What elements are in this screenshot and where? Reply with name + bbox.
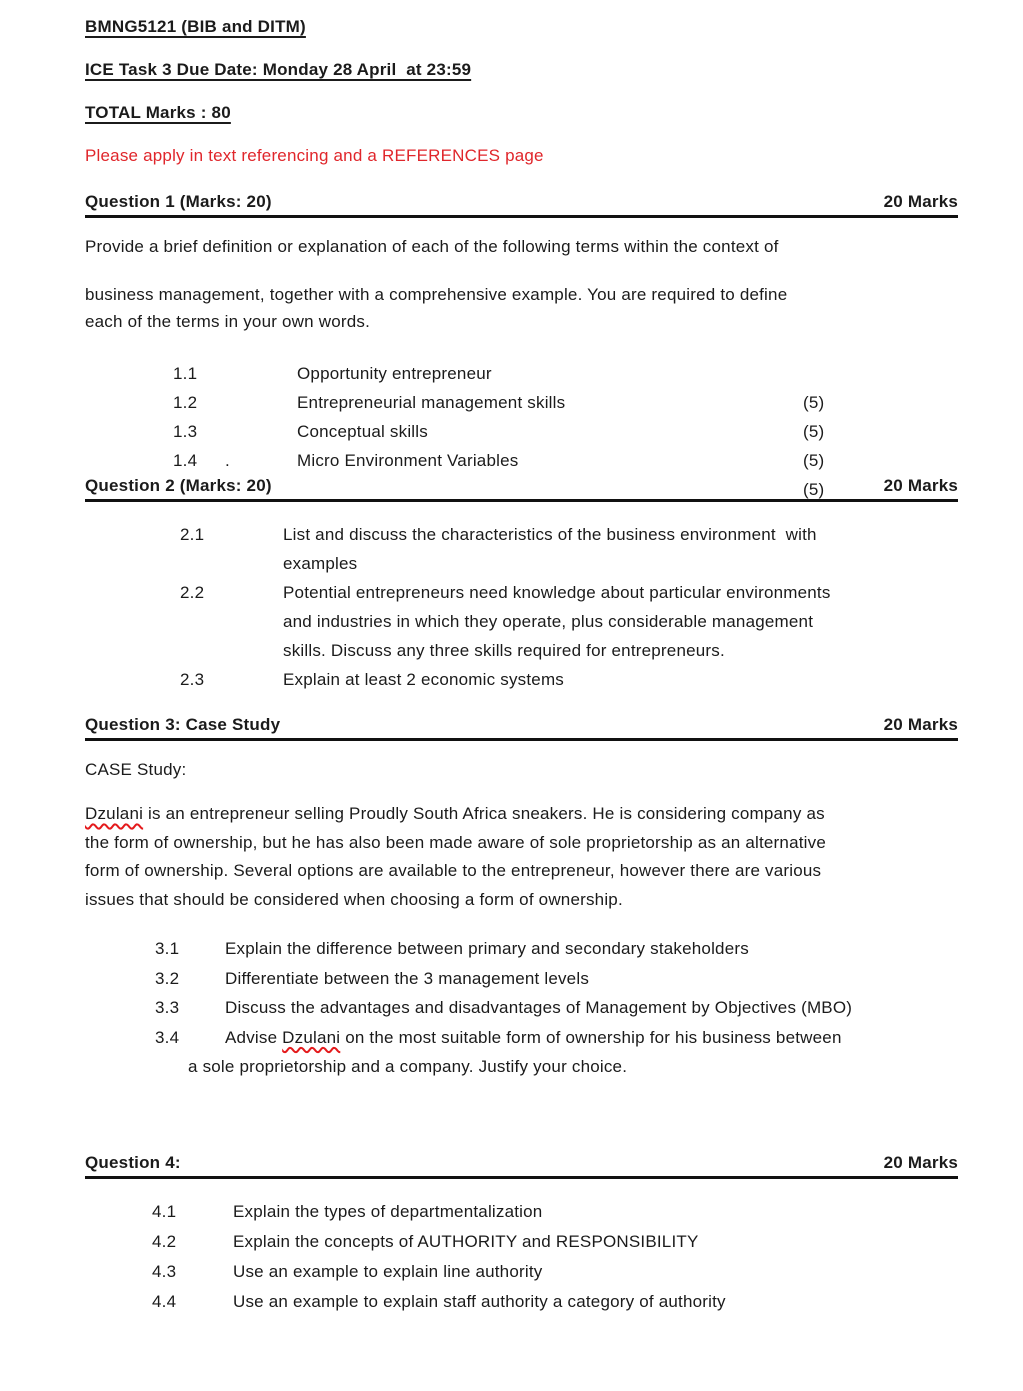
item-number: 1.4 <box>173 451 198 470</box>
question-4-title: Question 4: <box>85 1152 181 1172</box>
q1-intro-line-3: each of the terms in your own words. <box>85 312 370 331</box>
list-item <box>85 578 958 665</box>
misspelled-word: Dzulani <box>282 1027 341 1047</box>
list-item <box>85 1197 958 1227</box>
item-text: Use an example to explain staff authority a category of authority <box>233 1291 726 1311</box>
item-number: 1.3 <box>173 422 198 441</box>
item-number: 4.1 <box>152 1201 177 1221</box>
item-marks: (5) <box>803 393 825 412</box>
case-line-1 <box>85 800 958 829</box>
q1-intro-line-2: business management, together with a comprehensive example. You are required to define <box>85 285 788 304</box>
list-item <box>85 520 958 578</box>
item-number: 2.1 <box>180 525 205 544</box>
case-line-4: issues that should be considered when choosing a form of ownership. <box>85 889 623 909</box>
item-number: 3.3 <box>155 998 180 1017</box>
question-1-marks: 20 Marks <box>883 192 958 211</box>
case-line-1-rest: is an entrepreneur selling Proudly South Africa sneakers. He is considering company as <box>143 804 825 823</box>
question-4-marks: 20 Marks <box>883 1152 958 1172</box>
item-text-line: List and discuss the characteristics of the business environment with <box>283 525 817 544</box>
q1-intro-line-1: Provide a brief definition or explanation of each of the following terms within the context of <box>85 237 779 256</box>
item-number: 4.2 <box>152 1231 177 1251</box>
item-text-line: Explain at least 2 economic systems <box>283 670 565 689</box>
item-text-line: Potential entrepreneurs need knowledge about particular environments <box>283 583 831 602</box>
item-number: 3.2 <box>155 968 180 988</box>
item-marks: (5) <box>803 422 825 441</box>
question-1-heading <box>85 191 958 218</box>
due-date-line: ICE Task 3 Due Date: Monday 28 April at 23:59 <box>85 60 472 79</box>
q4-item-list <box>85 1197 958 1317</box>
question-2-marks: 20 Marks <box>883 476 958 495</box>
list-item <box>85 1257 958 1287</box>
question-2-heading <box>85 475 958 502</box>
item-text-pre: Advise <box>225 1027 283 1047</box>
item-number: 4.3 <box>152 1261 177 1281</box>
item-text-continuation: a sole proprietorship and a company. Justify your choice. <box>188 1057 628 1076</box>
list-item <box>85 964 958 994</box>
item-text: Explain the types of departmentalization <box>233 1201 543 1221</box>
item-text: Micro Environment Variables <box>297 451 519 470</box>
list-item <box>85 1227 958 1257</box>
q2-item-list <box>85 520 958 694</box>
list-item <box>85 934 958 964</box>
item-text-line: and industries in which they operate, plus considerable management <box>283 612 814 631</box>
list-item <box>85 1023 958 1082</box>
misspelled-word: Dzulani <box>85 804 144 823</box>
question-4-heading <box>85 1152 958 1179</box>
question-3-title: Question 3: Case Study <box>85 715 281 734</box>
item-text: Opportunity entrepreneur <box>297 364 492 383</box>
question-3-heading <box>85 714 958 741</box>
list-item <box>85 1287 958 1317</box>
item-number: 3.4 <box>155 1027 180 1047</box>
item-text: Explain the concepts of AUTHORITY and RESPONSIBILITY <box>233 1231 699 1251</box>
item-text-line: examples <box>283 554 358 573</box>
item-number: 2.3 <box>180 670 205 689</box>
case-study-paragraph <box>85 800 958 914</box>
item-text: Entrepreneurial management skills <box>297 393 566 412</box>
item-text: Discuss the advantages and disadvantages of Management by Objectives (MBO) <box>225 998 853 1017</box>
item-text: Differentiate between the 3 management levels <box>225 968 590 988</box>
case-study-label: CASE Study: <box>85 760 187 779</box>
case-line-3: form of ownership. Several options are available to the entrepreneur, however there are various <box>85 861 822 880</box>
question-2-title: Question 2 (Marks: 20) <box>85 476 272 495</box>
item-number: 2.2 <box>180 583 205 602</box>
q1-intro-paragraph-2 <box>85 281 958 335</box>
item-number: 4.4 <box>152 1291 177 1311</box>
list-item <box>85 993 958 1023</box>
course-code-title: BMNG5121 (BIB and DITM) <box>85 17 306 36</box>
item-text <box>85 1023 958 1053</box>
referencing-notice: Please apply in text referencing and a REFERENCES page <box>85 146 544 165</box>
item-number: 3.1 <box>155 939 180 958</box>
item-text-post: on the most suitable form of ownership for his business between <box>340 1027 842 1047</box>
question-1-title: Question 1 (Marks: 20) <box>85 192 272 211</box>
item-text: Use an example to explain line authority <box>233 1261 543 1281</box>
total-marks-line: TOTAL Marks : 80 <box>85 103 231 122</box>
item-number: 1.1 <box>173 364 198 383</box>
item-text: Explain the difference between primary and secondary stakeholders <box>225 939 749 958</box>
blank-gap <box>85 1082 958 1152</box>
q3-item-list <box>85 934 958 1082</box>
stray-period: . <box>225 451 230 470</box>
item-marks: (5) <box>803 451 825 470</box>
item-marks: (5) <box>803 480 825 499</box>
item-text-line: skills. Discuss any three skills required for entrepreneurs. <box>283 641 725 660</box>
item-text: Conceptual skills <box>297 422 428 441</box>
case-line-2: the form of ownership, but he has also been made aware of sole proprietorship as an alternative <box>85 832 826 852</box>
list-item <box>85 665 958 694</box>
question-3-marks: 20 Marks <box>883 715 958 734</box>
item-number: 1.2 <box>173 393 198 412</box>
